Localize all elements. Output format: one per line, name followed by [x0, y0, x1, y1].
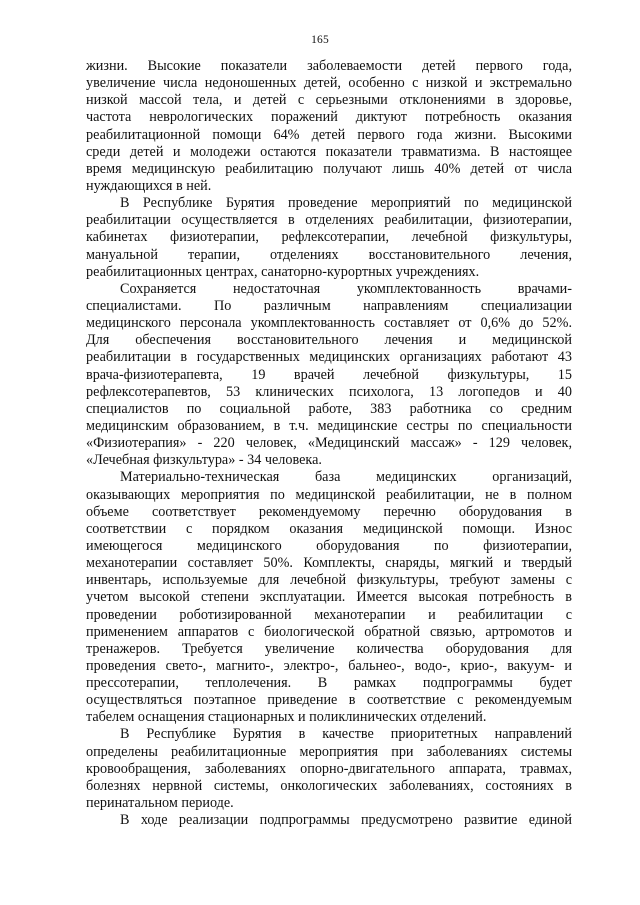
text-line: применением аппаратов с биологической обратной связью, артромотов и: [86, 623, 572, 640]
text-line: Для обеспечения восстановительного лечения и медицинской: [86, 332, 572, 349]
text-line: тренажеров. Требуется увеличение количества оборудования для: [86, 640, 572, 657]
text-line: врача-физиотерапевта, 19 врачей лечебной физкультуры, 15: [86, 366, 572, 383]
text-line: оказывающих мероприятия по медицинской реабилитации, не в полном: [86, 486, 572, 503]
text-line: табелем оснащения стационарных и поликлинических отделений.: [86, 709, 487, 726]
text-line: проведении роботизированной механотерапии и реабилитации с: [86, 606, 572, 623]
text-line: инвентарь, используемые для лечебной физкультуры, требуют замены с: [86, 572, 572, 589]
text-line: кровообращения, заболеваниях опорно-двигательного аппарата, травмах,: [86, 760, 572, 777]
text-line: время медицинскую реабилитацию получают лишь 40% детей от числа: [86, 160, 572, 177]
text-line: медицинским образованием, в т.ч. медицинские сестры по специальности: [86, 417, 572, 434]
text-line: «Физиотерапия» - 220 человек, «Медицинский массаж» - 129 человек,: [86, 435, 572, 452]
text-line: В ходе реализации подпрограммы предусмотрено развитие единой: [120, 812, 572, 829]
text-line: реабилитации осуществляется в отделениях реабилитации, физиотерапии,: [86, 212, 572, 229]
page-number: 165: [311, 34, 329, 46]
text-line: рефлексотерапевтов, 53 клинических психолога, 13 логопедов и 40: [86, 383, 572, 400]
text-line: определены реабилитационные мероприятия при заболеваниях системы: [86, 743, 572, 760]
text-line: объеме соответствует рекомендуемому перечню оборудования в: [86, 503, 572, 520]
text-line: жизни. Высокие показатели заболеваемости детей первого года,: [86, 58, 572, 74]
text-line: осуществляться поэтапное приведение в соответствие с рекомендуемым: [86, 692, 572, 709]
text-line: низкой массой тела, и детей с серьезными отклонениями в здоровье,: [86, 92, 572, 109]
text-line: соответствии с порядком оказания медицинской помощи. Износ: [86, 520, 572, 537]
text-line: реабилитации в государственных медицинских организациях работают 43: [86, 349, 572, 366]
text-line: механотерапии составляет 50%. Комплекты, снаряды, мягкий и твердый: [86, 555, 572, 572]
text-line: реабилитационной помощи 64% детей первого года жизни. Высокими: [86, 126, 572, 143]
text-line: «Лечебная физкультура» - 34 человека.: [86, 452, 322, 469]
body-text: [86, 58, 572, 829]
text-line: специалистами. По различным направлениям специализации: [86, 297, 572, 314]
text-line: специалистов по социальной работе, 383 работника со средним: [86, 400, 572, 417]
text-line: увеличение числа недоношенных детей, особенно с низкой и экстремально: [86, 75, 572, 92]
text-line: среди детей и молодежи остаются показатели травматизма. В настоящее: [86, 143, 572, 160]
text-line: Сохраняется недостаточная укомплектованность врачами-: [120, 280, 572, 297]
text-line: частота неврологических поражений диктуют потребность оказания: [86, 109, 572, 126]
text-line: имеющегося медицинского оборудования по физиотерапии,: [86, 537, 572, 554]
text-line: В Республике Бурятия в качестве приоритетных направлений: [120, 726, 572, 743]
text-line: Материально-техническая база медицинских организаций,: [120, 469, 572, 486]
text-line: прессотерапии, теплолечения. В рамках подпрограммы будет: [86, 675, 572, 692]
text-line: реабилитационных центрах, санаторно-курортных учреждениях.: [86, 263, 480, 280]
text-line: учетом высокой степени эксплуатации. Имеется высокая потребность в: [86, 589, 572, 606]
text-line: нуждающихся в ней.: [86, 177, 212, 194]
text-line: кабинетах физиотерапии, рефлексотерапии, лечебной физкультуры,: [86, 229, 572, 246]
text-line: проведения свето-, магнито-, электро-, бальнео-, водо-, крио-, вакуум- и: [86, 657, 572, 674]
text-line: мануальной терапии, отделениях восстановительного лечения,: [86, 246, 572, 263]
text-line: болезнях нервной системы, онкологических заболеваниях, состояниях в: [86, 777, 572, 794]
text-line: медицинского персонала укомплектованность составляет от 0,6% до 52%.: [86, 315, 572, 332]
text-line: В Республике Бурятия проведение мероприятий по медицинской: [120, 195, 572, 212]
text-line: перинатальном периоде.: [86, 795, 234, 812]
